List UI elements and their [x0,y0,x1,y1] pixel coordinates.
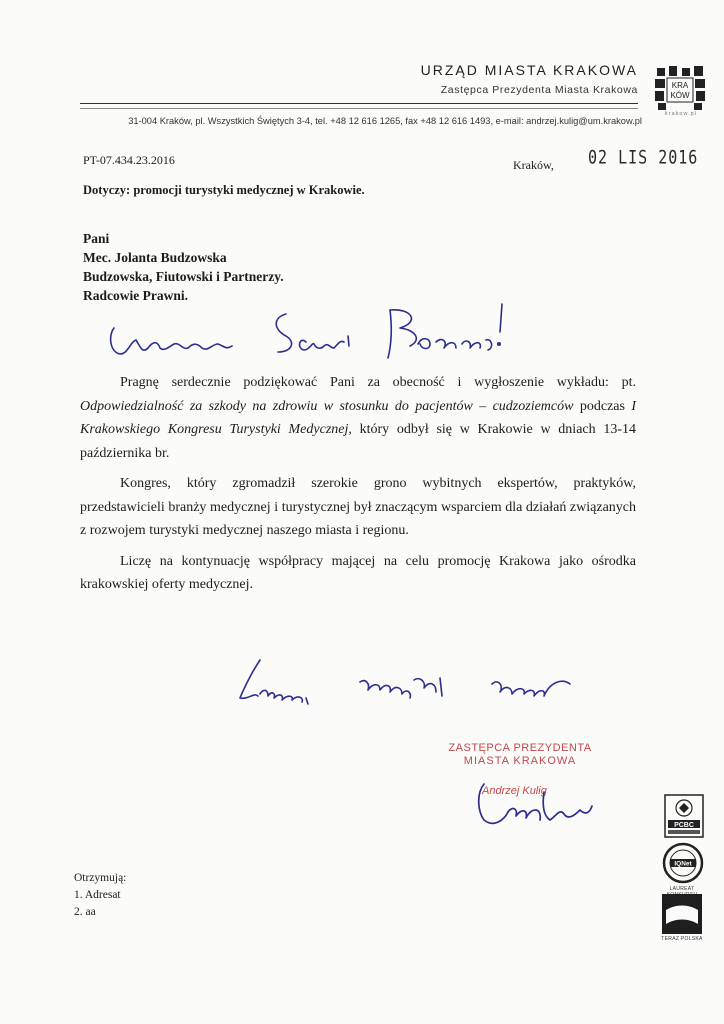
body-paragraph-3: Liczę na kontynuację współpracy mającej na celu promocję Krakowa jako ośrodka krakowskiej oferty medycznej. [80,553,636,592]
recipient-role: Radcowie Prawni. [83,288,188,303]
teraz-polska-icon [662,894,702,934]
distribution-heading: Otrzymują: [74,872,127,884]
address-line: 31-004 Kraków, pl. Wszystkich Świętych 3-4, tel. +48 12 616 1265, fax +48 12 616 1493, e-mail: andrzej.kulig@um.krakow.pl [128,116,642,126]
stamp-office: MIASTA KRAKOWA [463,755,577,767]
svg-text:KRA: KRA [671,81,689,90]
svg-text:PCBC: PCBC [674,822,694,829]
body-paragraph-2: Kongres, który zgromadził szerokie grono wybitnych ekspertów, praktyków, przedstawicieli branży medycznej i turystycznej był znaczącym wsparciem dla działań związanych z rozwojem turystyki medycznej naszego miasta i regionu. [80,476,636,538]
pcbc-certificate-icon [664,794,704,838]
event-name: I Krakowskiego Kongresu Turystyki Medycznej [80,398,637,437]
recipient-name: Mec. Jolanta Budzowska [83,250,227,265]
stamp-title: ZASTĘPCA PREZYDENTA [448,742,592,754]
svg-text:IQNet: IQNet [674,860,692,868]
office-subtitle: Zastępca Prezydenta Miasta Krakowa [440,84,638,96]
body-text: Pragnę serdecznie podziękować Pani za obecność i wygłoszenie wykładu: pt. [120,375,636,390]
logo-caption: krakow.pl [665,111,697,117]
distribution-item: 2. aa [74,906,96,918]
recipient-line: Pani [83,231,110,246]
handwritten-signature [460,772,610,842]
reference-number: PT-07.434.23.2016 [83,153,175,167]
header-divider-thin [80,108,638,109]
body-text: , który odbył się w Krakowie w dniach 13-14 października br. [80,422,636,461]
letter-body [80,371,636,604]
office-name: URZĄD MIASTA KRAKOWA [420,62,638,78]
handwritten-salutation [100,296,520,372]
iqnet-certificate-icon [662,842,704,884]
body-text: podczas [573,398,632,414]
recipient-block [83,229,284,305]
teraz-polska-caption-bottom: TERAZ POLSKA [661,936,703,942]
teraz-polska-caption-top: LAUREAT [669,886,695,892]
distribution-list [74,870,126,921]
official-stamp [440,742,600,768]
recipient-company: Budzowska, Fiutowski i Partnerzy. [83,269,284,284]
lecture-title: Odpowiedzialność za szkody na zdrowiu w stosunku do pacjentów – cudzoziemców [80,398,574,414]
svg-text:KÓW: KÓW [670,91,690,100]
body-paragraph-1 [80,371,636,465]
header-divider [80,103,638,104]
date-stamp: 02 LIS 2016 [588,146,699,169]
stamp-signatory-name: Andrzej Kulig [482,785,547,797]
place: Kraków, [513,158,554,172]
subject-line: Dotyczy: promocji turystyki medycznej w Krakowie. [83,183,365,197]
distribution-item: 1. Adresat [74,889,121,901]
handwritten-closing [230,652,600,718]
